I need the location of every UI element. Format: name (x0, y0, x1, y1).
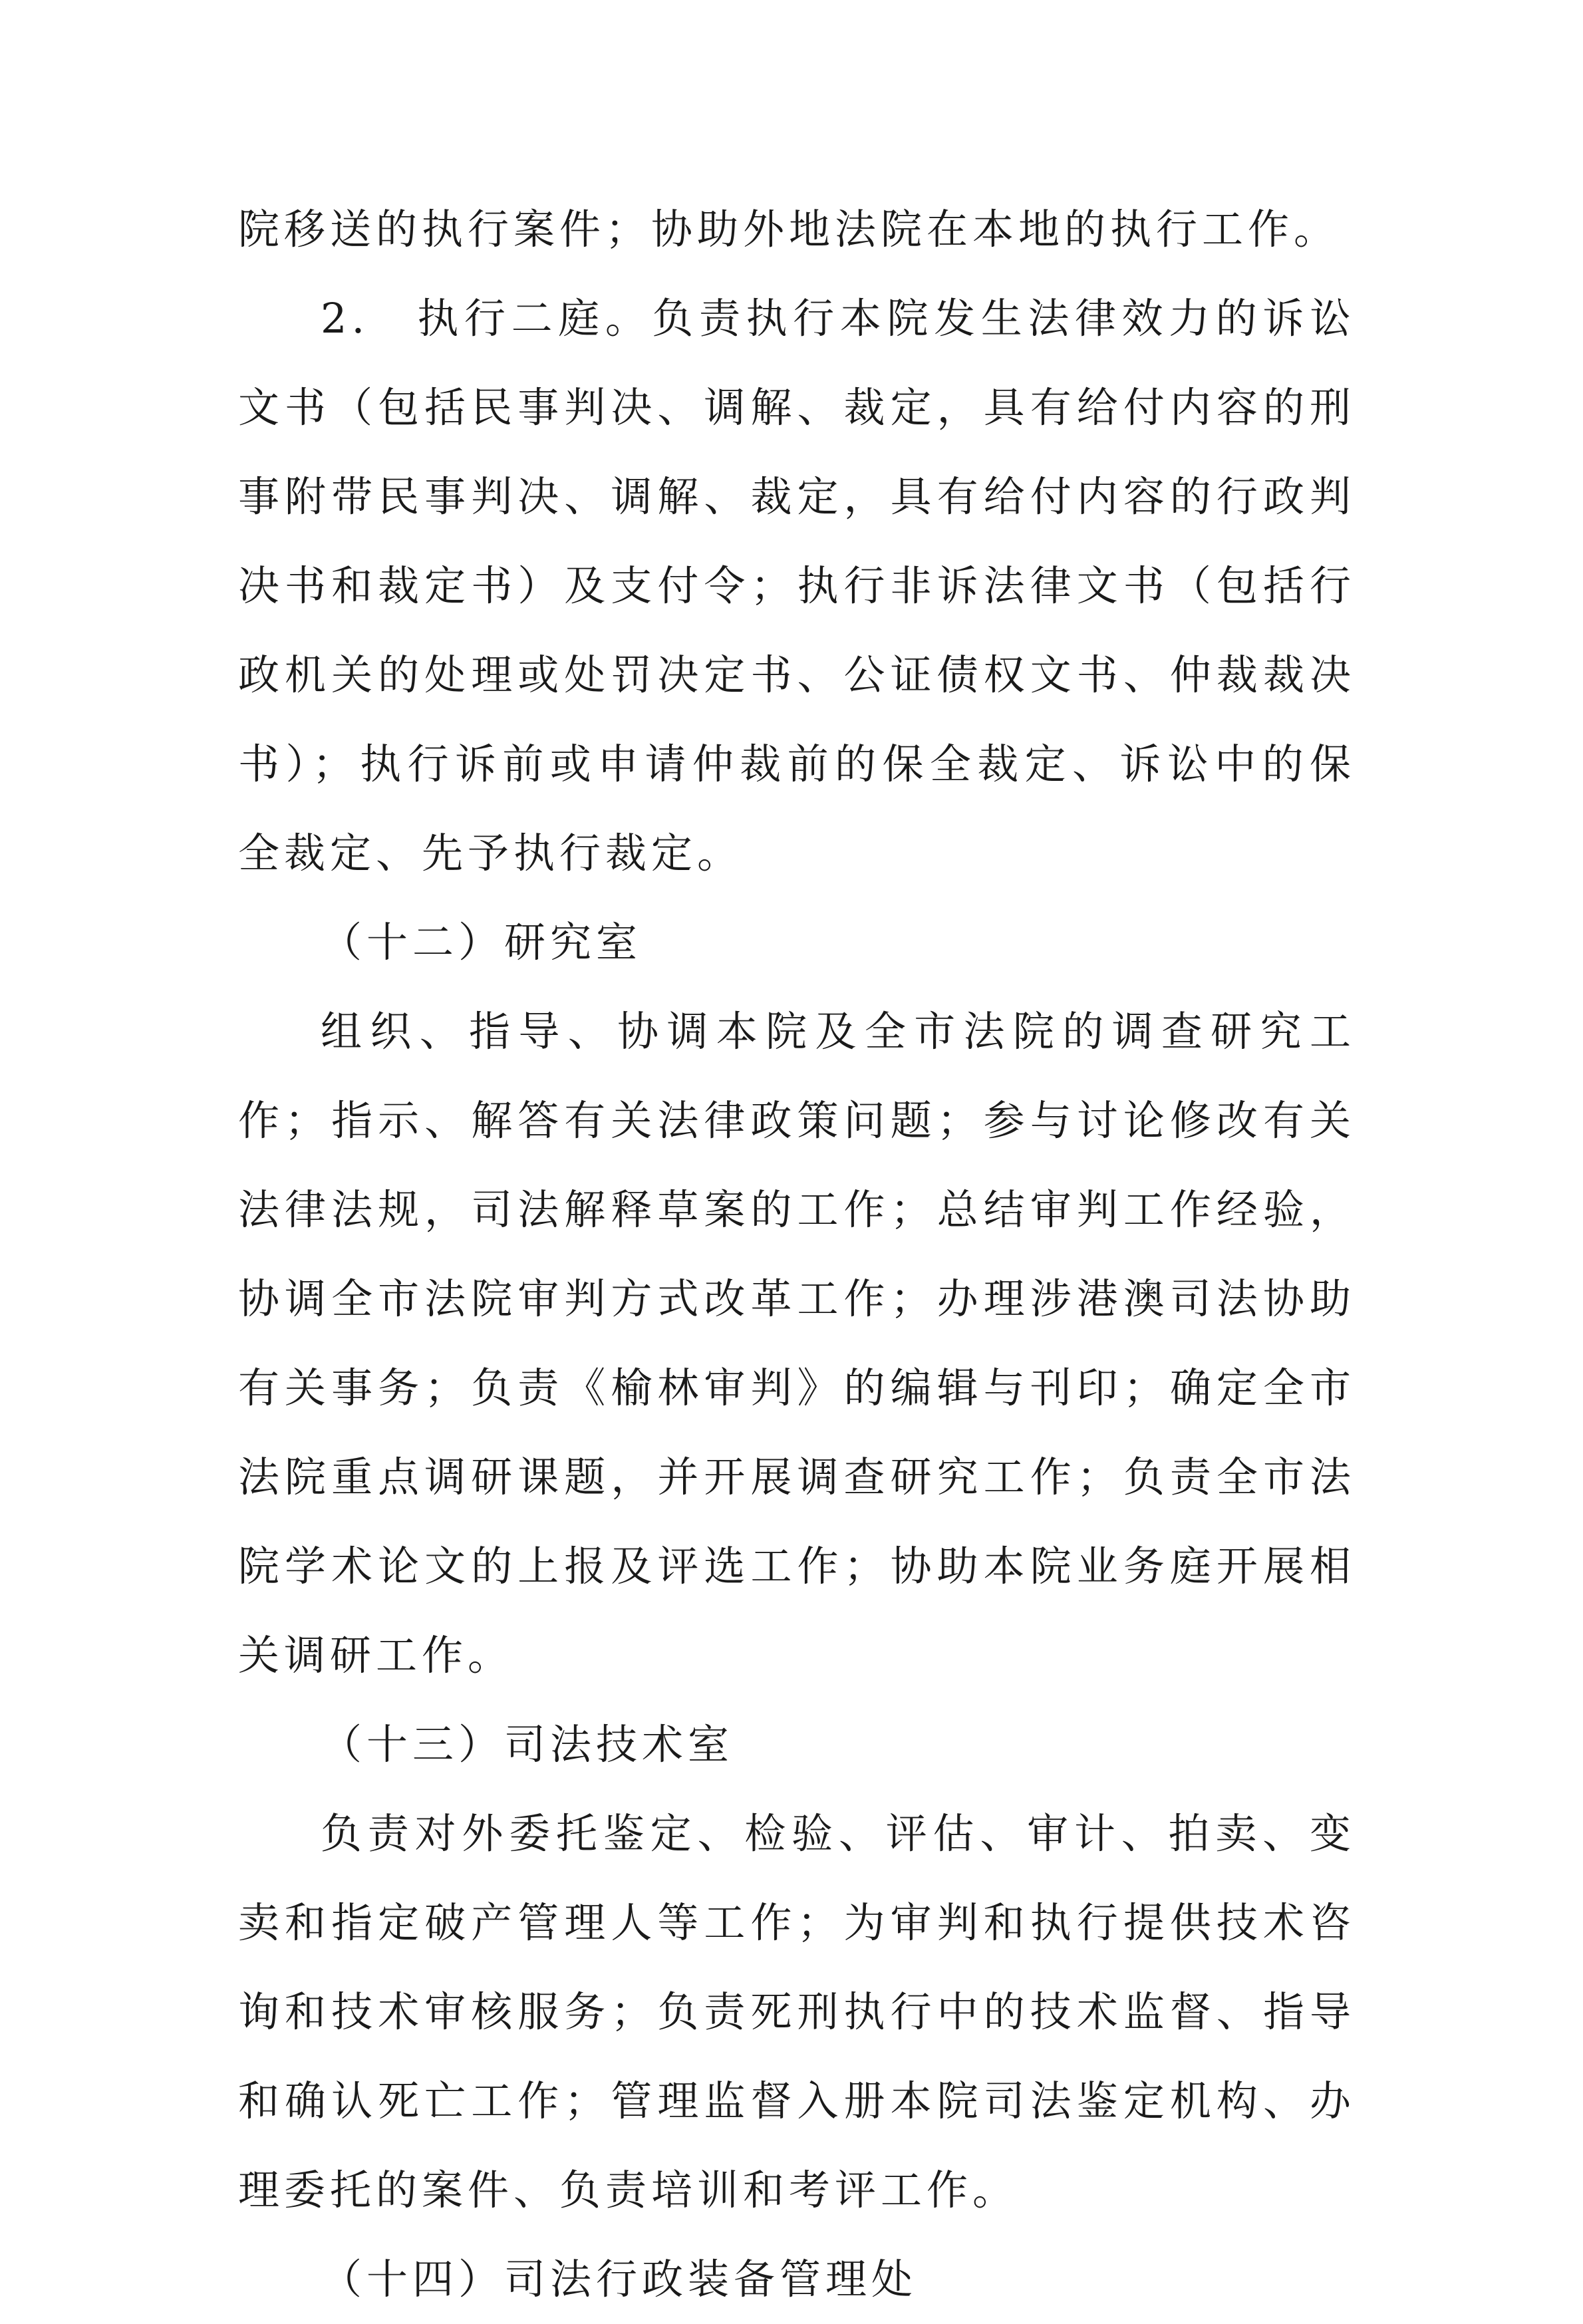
section-heading-judicial-technology-office: （十三）司法技术室 (321, 1720, 734, 1769)
paragraph-execution-second-division: 2. 执行二庭。负责执行本院发生法律效力的诉讼文书（包括民事判决、调解、裁定，具有给付内容的刑事附带民事判决、调解、裁定，具有给付内容的行政判决书和裁定书）及支付令；执行非诉法律文书（包括行政机关的处理或处罚决定书、公证债权文书、仲裁裁决书）；执行诉前或申请仲裁前的保全裁定、诉讼中的保全裁定、先予执行裁定。 (238, 294, 1356, 877)
paragraph-research-office: 组织、指导、协调本院及全市法院的调查研究工作；指示、解答有关法律政策问题；参与讨论修改有关法律法规，司法解释草案的工作；总结审判工作经验，协调全市法院审判方式改革工作；办理涉港澳司法协助有关事务；负责《榆林审判》的编辑与刊印；确定全市法院重点调研课题，并开展调查研究工作；负责全市法院学术论文的上报及评选工作；协助本院业务庭开展相关调研工作。 (238, 1007, 1356, 1679)
paragraph-continuation: 院移送的执行案件；协助外地法院在本地的执行工作。 (238, 205, 1340, 253)
section-heading-judicial-admin-equipment: （十四）司法行政装备管理处 (321, 2255, 918, 2303)
section-heading-research-office: （十二）研究室 (321, 918, 643, 966)
paragraph-judicial-technology-office: 负责对外委托鉴定、检验、评估、审计、拍卖、变卖和指定破产管理人等工作；为审判和执行提供技术咨询和技术审核服务；负责死刑执行中的技术监督、指导和确认死亡工作；管理监督入册本院司法鉴定机构、办理委托的案件、负责培训和考评工作。 (238, 1809, 1356, 2214)
document-body (238, 185, 1356, 2324)
